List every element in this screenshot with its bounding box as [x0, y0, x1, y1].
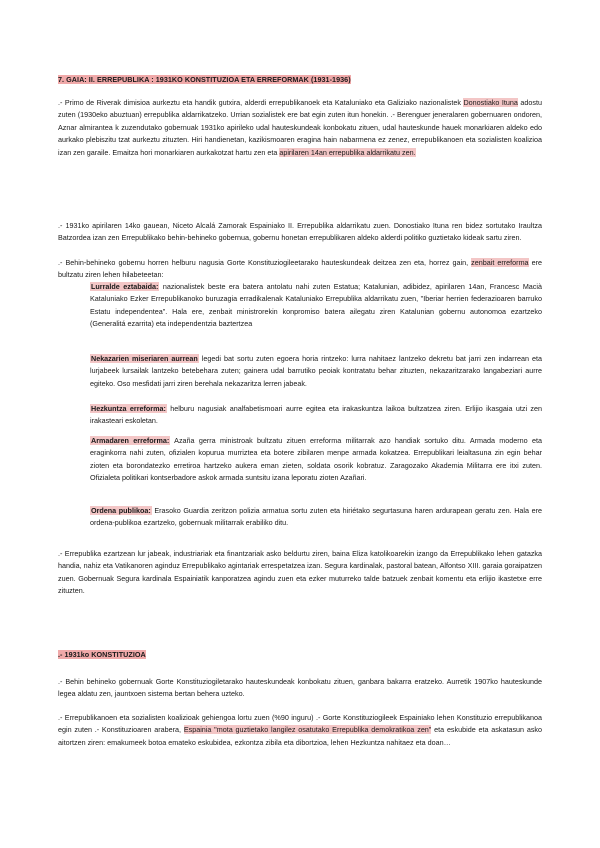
paragraph-6-text-a: .- Errepublikanoen eta sozialisten koalizioak gehiengoa lortu zuen (%90 inguru) .- Gorte Konstituziogileek Espainiako lehen Konstituzio errepublikanoa egin zuten .- Konstituzioaren arabera, [58, 713, 542, 735]
reform-item-ordena [90, 505, 542, 530]
paragraph-1-text-a: .- Primo de Riverak dimisioa aurkeztu eta handik gutxira, alderdi errepublikanoek eta Kataluniako eta Galiziako nazionalistek [58, 98, 464, 107]
reform-item-hezkuntza [90, 403, 542, 428]
highlight-donostiako-ituna: Donostiako Ituna [463, 98, 518, 107]
reform-item-nekazarien [90, 353, 542, 390]
reform-item-armada [90, 435, 542, 484]
highlight-espainia-errepublika: Espainia "mota guztietako langilez osatutako Errepublika demokratikoa zen" [183, 725, 432, 735]
paragraph-3 [58, 257, 542, 282]
reform-item-lurralde [90, 281, 542, 330]
paragraph-2: .- 1931ko apirilaren 14ko gauean, Niceto Alcalá Zamorak Espainiako II. Errepublika aldarrikatu zuen. Donostiako Ituna ren bidez sortutako Iraultza Batzordea izan zen Errepublikako behin-behineko gobernua, gobernu honetan errepublikaren aldeko alderdi politiko guztietako kideak sartu ziren. [58, 221, 542, 243]
reform-item-text: Erasoko Guardia zeritzon polizia armatua sortu zuten eta hiriétako segurtasuna haren ardurapean geratu zen. Hala ere ordena-publikoa ezartzeko, gobernuak militarrak erabiliko ditu. [90, 506, 542, 528]
section-title-1 [58, 75, 351, 84]
reform-item-label: Hezkuntza erreforma: [91, 404, 166, 413]
highlight-apirilaren-14: apirilaren 14an errepublika aldarrikatu zen. [279, 147, 416, 157]
paragraph-3-text-b: ere bultzatu ziren lehen hilabeteetan: [58, 258, 543, 280]
section-title-2-highlight: .- 1931ko KONSTITUZIOA [58, 650, 146, 659]
reform-item-label: Ordena publikoa: [91, 506, 151, 515]
paragraph-3-text-a: .- Behin-behineko gobernu horren helburu nagusia Gorte Konstituziogileetarako hauteskundeak deitzea zen eta, horrez gain, [58, 258, 472, 267]
section-title-1-highlight: 7. GAIA: II. ERREPUBLIKA : 1931KO KONSTITUZIOA ETA ERREFORMAK (1931-1936) [58, 75, 351, 84]
paragraph-6-text-b: eta eskubide eta askatasun asko aitortzen ziren: emakumeek botoa emateko eskubidea, ezkontza zibila eta dibortzioa, lehen Hezkuntza nahitaez eta doan… [58, 725, 543, 747]
paragraph-1 [58, 97, 542, 159]
paragraph-5: .- Behin behineko gobernuak Gorte Konstituziogiletarako hauteskundeak konbokatu zituen, ganbara bakarra eratzeko. Aurretik 1907ko hauteskunde legea aldatu zen, jauntxoen sistema bertan behera uzteko. [58, 677, 542, 699]
reform-item-text: legedi bat sortu zuten egoera horia rintzeko: lurra nahitaez lantzeko dekretu bat jarri zen indarrean eta lurjabeek lursailak lantzeko betebehara zuten; gainera udal barrutiko peoiak kontratatu behar zituzten, nekazaritzarako langabeziari aurre egiteko. Oso mesfidati jarri ziren berehala nekazaritza lerren jabeak. [90, 354, 542, 388]
reform-item-label: Armadaren erreforma: [91, 436, 170, 445]
section-title-2 [58, 650, 146, 659]
reform-item-text: nazionalistek beste era batera antolatu nahi zuten Estatua; Katalunian, adibidez, apirilaren 14an, Francesc Macià Kataluniako Ezker Errepublikanoko buruzagia erradikalenak Kataluniako Errepublika aldarrikatu zuen, "Iberiar herrien federazioaren barruko Estatu independentea". Hala ere, zenbait ministrorekin konpromiso batera ailegatu ziren Katalunian gobernu autonomoa ezartzeko (Generalitá ezarrita) eta independentzia baztertzea [90, 282, 542, 328]
paragraph-1-text-b: adostu zuten (1930eko abuztuan) errepublika aldarrikatzeko. Urrian sozialistek ere bat egin zuten itun honekin. .- Berenguer jeneralaren gobernuaren ondoren, Aznar almirantea k zuzendutako gobernuak 1931ko apirileko udal hauteskundeak konbokatu zituen, udal hauteskunde hauek monarkiaren aldeko edo aurkako plebiszitu tzat aurkeztu zituzten. Hiri handienetan, kazikismoaren eragina hain nabarmena ez zenez, errepublikanoen eta sozialisten koalizioa izan zen garaile. Emaitza hori monarkiaren aurkakotzat hartu zen eta [58, 98, 542, 157]
highlight-zenbait-erreforma: zenbait erreforma [471, 258, 529, 267]
reform-item-label: Lurralde eztabaida: [91, 282, 159, 291]
reform-item-text: Azaña gerra ministroak bultzatu zituen erreforma militarrak azo handiak sortuko ditu. Armada moderno eta eraginkorra nahi zuten, ofizialen kopurua murriztea eta botere zibilaren menpe armada kokatzea. Errepublikari leialtasuna zin egin behar zioten eta borondatezko erretiroa hartzeko aukera eman zieten, soldata osorik kobratuz. Zaragozako Akademia Militarra ere itxi zuten. Ofizialeta politikari kontserbadore askok armada suntsitu izana leporatu zioten Azañari. [90, 436, 542, 482]
paragraph-6 [58, 712, 542, 749]
paragraph-4: .- Errepublika ezartzean lur jabeak, industriariak eta finantzariak asko beldurtu ziren, baina Eliza katolikoarekin izango da Errepublikako lehen gatazka handia, nahiz eta Vatikanoren aginduz Errepublikako agintariak errespetatzea izan. Segura kardinalak, pastoral batean, Alfontso XIII. garaia goraipatzen zuen. Gobernuak Segura kardinala Espainiatik kanporatzea agindu zuen eta ezker muturreko talde batzuek zenbait komentu eta erlijio ikastetxe erre zituzten. [58, 549, 542, 596]
reform-item-label: Nekazarien miseriaren aurrean [91, 354, 198, 363]
reform-item-text: helburu nagusiak analfabetismoari aurre egitea eta irakaskuntza laikoa bultzatzea ziren. Erlijio ikasgaia utzi zen irakasteari eskoletan. [90, 404, 543, 426]
